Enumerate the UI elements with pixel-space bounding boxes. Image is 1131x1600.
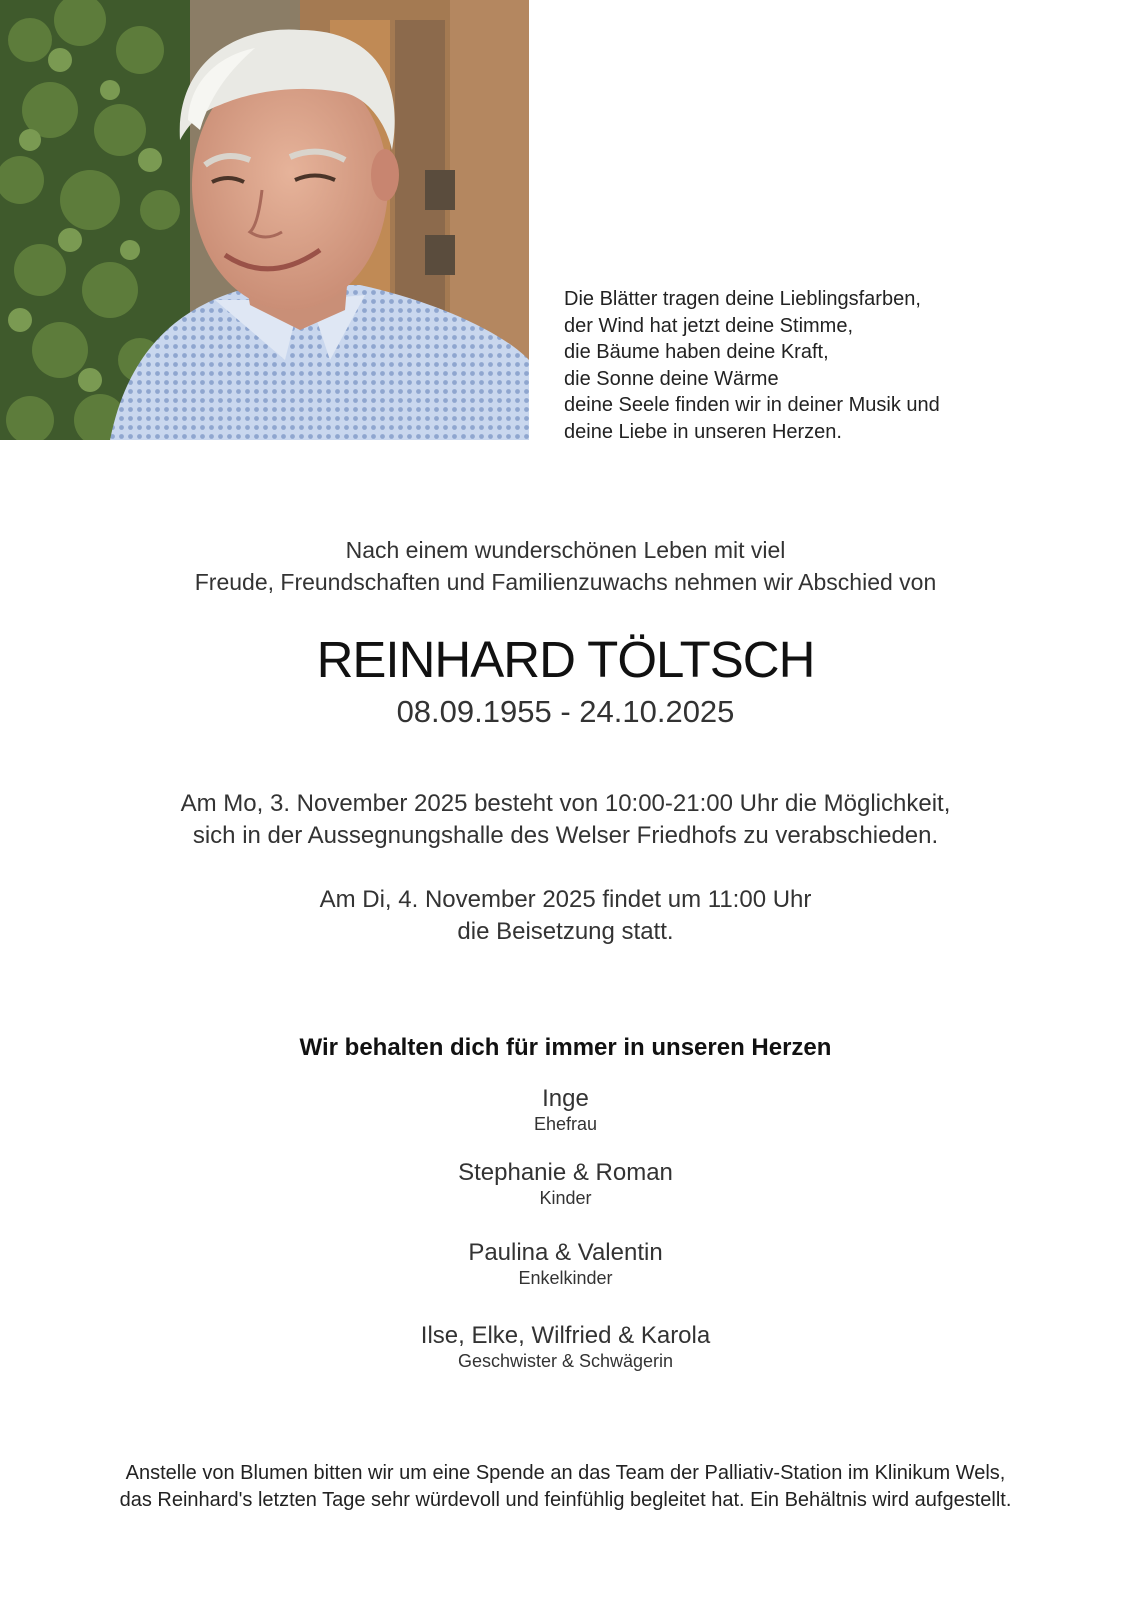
- mourner-role: Ehefrau: [533, 1114, 598, 1134]
- burial-line-2: die Beisetzung statt.: [457, 918, 674, 945]
- poem-line: die Bäume haben deine Kraft,: [564, 341, 829, 363]
- intro-line-2: Freude, Freundschaften und Familienzuwachs nehmen wir Abschied von: [194, 569, 937, 595]
- intro-line-1: Nach einem wunderschönen Leben mit viel: [345, 537, 786, 563]
- burial-line-1: Am Di, 4. November 2025 findet um 11:00 Uhr: [319, 886, 812, 913]
- poem-line: die Sonne deine Wärme: [564, 367, 779, 390]
- mourner-role: Geschwister & Schwägerin: [457, 1351, 674, 1371]
- mourner-name: Paulina & Valentin: [468, 1239, 663, 1266]
- donation-line-2: das Reinhard's letzten Tage sehr würdevoll und feinfühlig begleitet hat. Ein Behältnis wird aufgestellt.: [119, 1489, 1012, 1511]
- mourner-name: Inge: [542, 1085, 589, 1112]
- mourner-role: Kinder: [539, 1188, 592, 1208]
- farewell-line-1: Am Mo, 3. November 2025 besteht von 10:00-21:00 Uhr die Möglichkeit,: [180, 790, 951, 817]
- intro-text: [0, 534, 1131, 598]
- donation-line-1: Anstelle von Blumen bitten wir um eine Spende an das Team der Palliativ-Station im Klinikum Wels,: [125, 1462, 1006, 1484]
- mourner-name: Stephanie & Roman: [458, 1159, 673, 1186]
- mourner-name: Ilse, Elke, Wilfried & Karola: [420, 1322, 711, 1349]
- mourner-entry: [0, 1159, 1131, 1209]
- mourner-entry: [0, 1085, 1131, 1135]
- mourner-entry: [0, 1322, 1131, 1372]
- poem-line: deine Liebe in unseren Herzen.: [564, 420, 842, 443]
- farewell-info: [0, 788, 1131, 852]
- remembrance-heading: Wir behalten dich für immer in unseren Herzen: [299, 1034, 832, 1061]
- poem: [564, 286, 1104, 445]
- portrait-photo: [0, 0, 529, 440]
- life-dates: 08.09.1955 - 24.10.2025: [396, 694, 735, 729]
- poem-line: Die Blätter tragen deine Lieblingsfarben,: [564, 288, 921, 310]
- deceased-name: REINHARD TÖLTSCH: [316, 631, 815, 688]
- donation-note: [0, 1460, 1131, 1514]
- poem-line: deine Seele finden wir in deiner Musik und: [564, 394, 940, 416]
- poem-line: der Wind hat jetzt deine Stimme,: [564, 314, 854, 337]
- mourner-entry: [0, 1239, 1131, 1289]
- mourner-role: Enkelkinder: [518, 1268, 613, 1288]
- farewell-line-2: sich in der Aussegnungshalle des Welser Friedhofs zu verabschieden.: [192, 822, 939, 849]
- burial-info: [0, 884, 1131, 948]
